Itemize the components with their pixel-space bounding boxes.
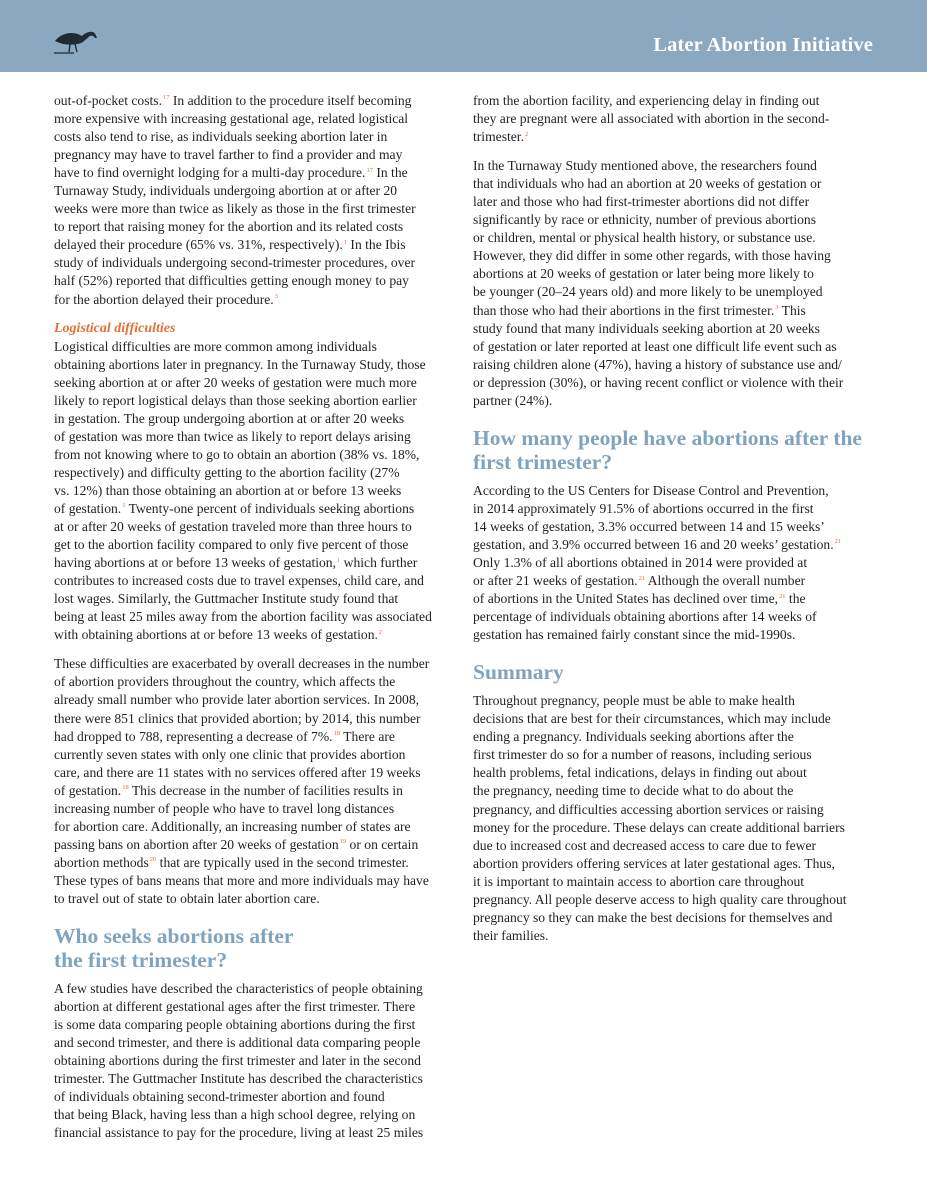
- citation-ref: 3: [274, 292, 278, 300]
- text-line: In the Turnaway Study mentioned above, the researchers found: [473, 158, 817, 174]
- text-line: Turnaway Study, individuals undergoing abortion at or after 20: [54, 183, 398, 199]
- citation-ref: 20: [149, 856, 157, 864]
- text-line: of individuals obtaining second-trimester abortion and found: [54, 1089, 385, 1105]
- header-title: Later Abortion Initiative: [653, 34, 873, 56]
- text-line: costs also tend to rise, as individuals seeking abortion later in: [54, 129, 388, 145]
- text-line: be younger (20–24 years old) and more likely to be unemployed: [473, 284, 823, 300]
- heading-line: Summary: [473, 660, 564, 685]
- text-line: significantly by race or ethnicity, number of previous abortions: [473, 212, 817, 228]
- text-line: Only 1.3% of all abortions obtained in 2014 were provided at: [473, 554, 808, 570]
- citation-ref: 1: [337, 556, 341, 564]
- text-line: there were 851 clinics that provided abortion; by 2014, this number: [54, 710, 421, 726]
- text-line: out-of-pocket costs.$^{17}$ In addition to the procedure itself becoming: [54, 93, 412, 108]
- ibis-bird-logo-icon: [52, 24, 98, 54]
- text-line: from the abortion facility, and experiencing delay in finding out: [473, 93, 820, 108]
- text-line: being at least 25 miles away from the abortion facility was associated: [54, 609, 432, 625]
- text-line: for abortion care. Additionally, an increasing number of states are: [54, 818, 411, 834]
- text-line: abortion at different gestational ages after the first trimester. There: [54, 999, 416, 1015]
- text-line: of abortions in the United States has declined over time,$^{21}$ the: [473, 591, 806, 607]
- right-column: [473, 92, 878, 956]
- text-line: health problems, fetal indications, delays in finding out about: [473, 765, 807, 781]
- section-heading-how-many: [473, 426, 878, 474]
- text-line: A few studies have described the characteristics of people obtaining: [54, 981, 423, 997]
- text-line: money for the procedure. These delays can create additional barriers: [473, 819, 845, 835]
- text-line: at or after 20 weeks of gestation traveled more than three hours to: [54, 519, 412, 535]
- text-line: get to the abortion facility compared to only five percent of those: [54, 537, 409, 553]
- citation-ref: 19: [339, 838, 347, 846]
- text-line: have to find overnight lodging for a multi-day procedure.$^{17}$ In the: [54, 165, 408, 181]
- citation-ref: 17: [366, 166, 373, 174]
- citation-ref: 21: [834, 538, 842, 546]
- text-line: pregnancy, and difficulties accessing abortion services or raising: [473, 801, 824, 817]
- text-line: or depression (30%), or having recent conflict or violence with their: [473, 374, 844, 390]
- text-line: lost wages. Similarly, the Guttmacher Institute study found that: [54, 591, 399, 607]
- text-line: obtaining abortions later in pregnancy. In the Turnaway Study, those: [54, 356, 426, 372]
- text-line: it is important to maintain access to abortion care throughout: [473, 873, 805, 889]
- citation-ref: 21: [779, 592, 786, 600]
- text-line: of abortion providers throughout the country, which affects the: [54, 674, 396, 690]
- paragraph: [473, 482, 878, 644]
- text-line: delayed their procedure (65% vs. 31%, respectively).$^1$ In the Ibis: [54, 237, 406, 253]
- text-line: gestation has remained fairly constant since the mid-1990s.: [473, 627, 796, 643]
- citation-ref: 17: [162, 94, 170, 102]
- paragraph: [54, 980, 459, 1142]
- text-line: These types of bans means that more and more individuals may have: [54, 872, 429, 888]
- text-line: likely to report logistical delays than those seeking abortion earlier: [54, 392, 417, 408]
- text-line: the pregnancy, needing time to decide what to do about the: [473, 783, 794, 799]
- text-line: respectively) and difficulty getting to the abortion facility (27%: [54, 464, 400, 480]
- text-line: increasing number of people who have to travel long distances: [54, 800, 395, 816]
- text-line: or children, mental or physical health history, or substance use.: [473, 230, 816, 246]
- text-line: study of individuals undergoing second-trimester procedures, over: [54, 255, 416, 271]
- text-line: These difficulties are exacerbated by overall decreases in the number: [54, 656, 430, 672]
- text-line: decisions that are best for their circumstances, which may include: [473, 711, 831, 727]
- paragraph: [54, 92, 459, 309]
- text-line: to report that raising money for the abortion and its related costs: [54, 219, 404, 235]
- text-line: 14 weeks of gestation, 3.3% occurred between 14 and 15 weeks’: [473, 518, 825, 534]
- text-line: had dropped to 788, representing a decrease of 7%.$^{18}$ There are: [54, 728, 395, 744]
- text-line: contributes to increased costs due to travel expenses, child care, and: [54, 573, 424, 589]
- heading-line: the first trimester?: [54, 948, 228, 973]
- text-line: that individuals who had an abortion at 20 weeks of gestation or: [473, 176, 822, 192]
- text-line: that being Black, having less than a high school degree, relying on: [54, 1107, 416, 1123]
- text-line: percentage of individuals obtaining abortions after 14 weeks of: [473, 609, 817, 625]
- citation-ref: 18: [122, 784, 129, 792]
- text-line: vs. 12%) than those obtaining an abortion at or before 13 weeks: [54, 482, 402, 498]
- text-line: abortion providers offering services at later gestational ages. Thus,: [473, 855, 835, 871]
- text-line: and second trimester, and there is additional data comparing people: [54, 1035, 421, 1051]
- text-line: trimester.$^2$: [473, 129, 529, 145]
- text-line: trimester. The Guttmacher Institute has described the characteristics: [54, 1071, 423, 1087]
- paragraph: [54, 338, 459, 645]
- paragraph: [54, 655, 459, 908]
- text-line: due to increased cost and decreased access to care due to fewer: [473, 837, 817, 853]
- text-line: their families.: [473, 927, 549, 943]
- text-line: financial assistance to pay for the procedure, living at least 25 miles: [54, 1125, 424, 1141]
- citation-ref: 18: [333, 730, 341, 738]
- text-line: more expensive with increasing gestational age, related logistical: [54, 111, 409, 127]
- text-line: later and those who had first-trimester abortions did not differ: [473, 194, 810, 210]
- text-line: raising children alone (47%), having a history of substance use and/: [473, 356, 842, 372]
- text-line: half (52%) reported that difficulties getting enough money to pay: [54, 273, 409, 289]
- text-line: According to the US Centers for Disease Control and Prevention,: [473, 482, 829, 498]
- section-heading-who-seeks: [54, 924, 459, 972]
- text-line: to travel out of state to obtain later abortion care.: [54, 890, 320, 906]
- text-line: currently seven states with only one clinic that provides abortion: [54, 746, 406, 762]
- text-line: seeking abortion at or after 20 weeks of gestation were much more: [54, 374, 417, 390]
- citation-ref: 21: [638, 574, 646, 582]
- section-heading-summary: [473, 660, 878, 684]
- text-line: for the abortion delayed their procedure.$^3$: [54, 291, 278, 307]
- text-line: than those who had their abortions in the first trimester.$^3$ This: [473, 302, 806, 318]
- text-line: first trimester do so for a number of reasons, including serious: [473, 747, 812, 763]
- citation-ref: 2: [378, 628, 383, 636]
- text-line: is some data comparing people obtaining abortions during the first: [54, 1017, 416, 1033]
- citation-ref: 1: [122, 502, 126, 510]
- text-line: passing bans on abortion after 20 weeks of gestation$^{19}$ or on certain: [54, 836, 419, 852]
- text-line: abortion methods$^{20}$ that are typically used in the second trimester.: [54, 854, 409, 870]
- page-header: [0, 0, 927, 72]
- text-line: ending a pregnancy. Individuals seeking abortions after the: [473, 729, 794, 745]
- text-line: from not knowing where to go to obtain an abortion (38% vs. 18%,: [54, 446, 420, 462]
- paragraph: [473, 692, 878, 945]
- subheading-logistical: Logistical difficulties: [54, 320, 176, 336]
- paragraph: [473, 92, 878, 146]
- text-line: However, they did differ in some other regards, with those having: [473, 248, 831, 264]
- text-line: they are pregnant were all associated with abortion in the second-: [473, 111, 830, 127]
- text-line: of gestation.$^{18}$ This decrease in the number of facilities results in: [54, 782, 403, 798]
- text-line: Logistical difficulties are more common among individuals: [54, 338, 377, 354]
- text-line: abortions at 20 weeks of gestation or later being more likely to: [473, 266, 814, 282]
- heading-line: Who seeks abortions after: [54, 924, 294, 949]
- text-line: obtaining abortions during the first trimester and later in the second: [54, 1053, 421, 1069]
- text-line: of gestation was more than twice as likely to report delays arising: [54, 428, 411, 444]
- text-line: in gestation. The group undergoing abortion at or after 20 weeks: [54, 410, 405, 426]
- text-line: study found that many individuals seeking abortion at 20 weeks: [473, 320, 820, 336]
- text-line: in 2014 approximately 91.5% of abortions occurred in the first: [473, 500, 814, 516]
- paragraph: [473, 157, 878, 410]
- text-line: Throughout pregnancy, people must be able to make health: [473, 693, 795, 709]
- text-line: of gestation.$^1$ Twenty-one percent of individuals seeking abortions: [54, 500, 415, 516]
- text-line: weeks were more than twice as likely as those in the first trimester: [54, 201, 416, 217]
- text-line: pregnancy may have to travel farther to find a provider and may: [54, 147, 403, 163]
- text-line: pregnancy. All people deserve access to high quality care throughout: [473, 891, 847, 907]
- text-line: with obtaining abortions at or before 13 weeks of gestation.$^2$: [54, 627, 383, 643]
- text-line: care, and there are 11 states with no services offered after 19 weeks: [54, 764, 421, 780]
- text-line: pregnancy so they can make the best decisions for themselves and: [473, 909, 833, 925]
- text-line: or after 21 weeks of gestation.$^{21}$ Although the overall number: [473, 573, 806, 589]
- citation-ref: 1: [343, 238, 348, 246]
- text-line: already small number who provide later abortion services. In 2008,: [54, 692, 420, 708]
- text-line: gestation, and 3.9% occurred between 16 and 20 weeks’ gestation.$^{21}$: [473, 536, 842, 552]
- text-line: having abortions at or before 13 weeks of gestation,$^1$ which further: [54, 555, 418, 571]
- text-line: partner (24%).: [473, 392, 553, 408]
- citation-ref: 2: [524, 130, 529, 138]
- text-line: of gestation or later reported at least one difficult life event such as: [473, 338, 837, 354]
- citation-ref: 3: [775, 303, 779, 311]
- heading-line: first trimester?: [473, 449, 613, 474]
- heading-line: How many people have abortions after the: [473, 425, 862, 450]
- left-column: [54, 92, 459, 1153]
